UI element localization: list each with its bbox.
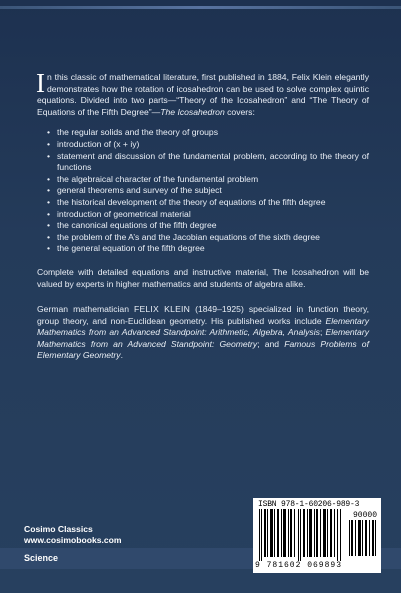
work-title-2: Elementary Mathematics from an Advanced Standpoint: Geometry <box>37 327 369 349</box>
list-item: • the regular solids and the theory of groups <box>47 127 369 139</box>
isbn-label: ISBN 978-1-60206-989-3 <box>258 500 360 509</box>
intro-text: n this classic of mathematical literature, first published in 1884, Felix Klein elegantly demonstrates how the rotation of icosahedron can be used to solve complex quintic equations. Divided into two parts—“Theory of the Icosahedron” and “The Theory of Equations of the Fifth Degree”— <box>37 72 369 117</box>
bio-end: . <box>120 350 123 361</box>
author-name: FELIX KLEIN <box>134 304 191 315</box>
list-item: • the algebraical character of the fundamental problem <box>47 174 369 186</box>
barcode-bars <box>258 509 343 561</box>
author-bio <box>37 304 369 362</box>
publisher-name: Cosimo Classics <box>24 524 93 534</box>
subject-label: Science <box>24 553 59 563</box>
drop-cap: I <box>36 68 45 98</box>
intro-paragraph <box>36 68 369 118</box>
price-addon-bars <box>349 520 377 556</box>
intro-book-title: The Icosahedron <box>160 106 225 117</box>
publisher-block <box>24 524 122 546</box>
list-item: • statement and discussion of the fundamental problem, according to the theory of functions <box>47 151 369 174</box>
price-code: 90000 <box>352 511 377 520</box>
bio-start: German mathematician <box>37 304 135 315</box>
list-item: • the canonical equations of the fifth degree <box>47 220 369 232</box>
list-item: • the problem of the A’s and the Jacobian equations of the sixth degree <box>47 232 369 244</box>
work-title-1: Elementary Mathematics from an Advanced Standpoint: Arithmetic, Algebra, Analysis <box>37 315 369 338</box>
list-item: • introduction of geometrical material <box>47 209 369 221</box>
ean-number: 9 781602 069893 <box>255 561 343 570</box>
list-item: • the historical development of the theory of equations of the fifth degree <box>47 197 369 209</box>
feature-list <box>47 127 369 255</box>
closing-paragraph: Complete with detailed equations and instructive material, The Icosahedron will be valued by experts in higher mathematics and students of algebra alike. <box>37 266 369 289</box>
list-item: • the general equation of the fifth degree <box>47 243 369 255</box>
top-rule <box>0 6 401 9</box>
bio-sep-1: ; <box>319 327 326 338</box>
barcode <box>253 498 381 573</box>
bio-mid: (1849–1925) specialized in function theory, group theory, and non-Euclidean geometry. His published works include <box>37 304 369 326</box>
intro-end: covers: <box>224 106 255 117</box>
work-title-3: Famous Problems of Elementary Geometry <box>37 338 369 361</box>
bio-sep-2: ; and <box>257 338 285 349</box>
list-item: • introduction of (x + iy) <box>47 139 369 151</box>
publisher-url: www.cosimobooks.com <box>24 535 122 545</box>
back-cover-text <box>36 68 369 362</box>
list-item: • general theorems and survey of the subject <box>47 185 369 197</box>
